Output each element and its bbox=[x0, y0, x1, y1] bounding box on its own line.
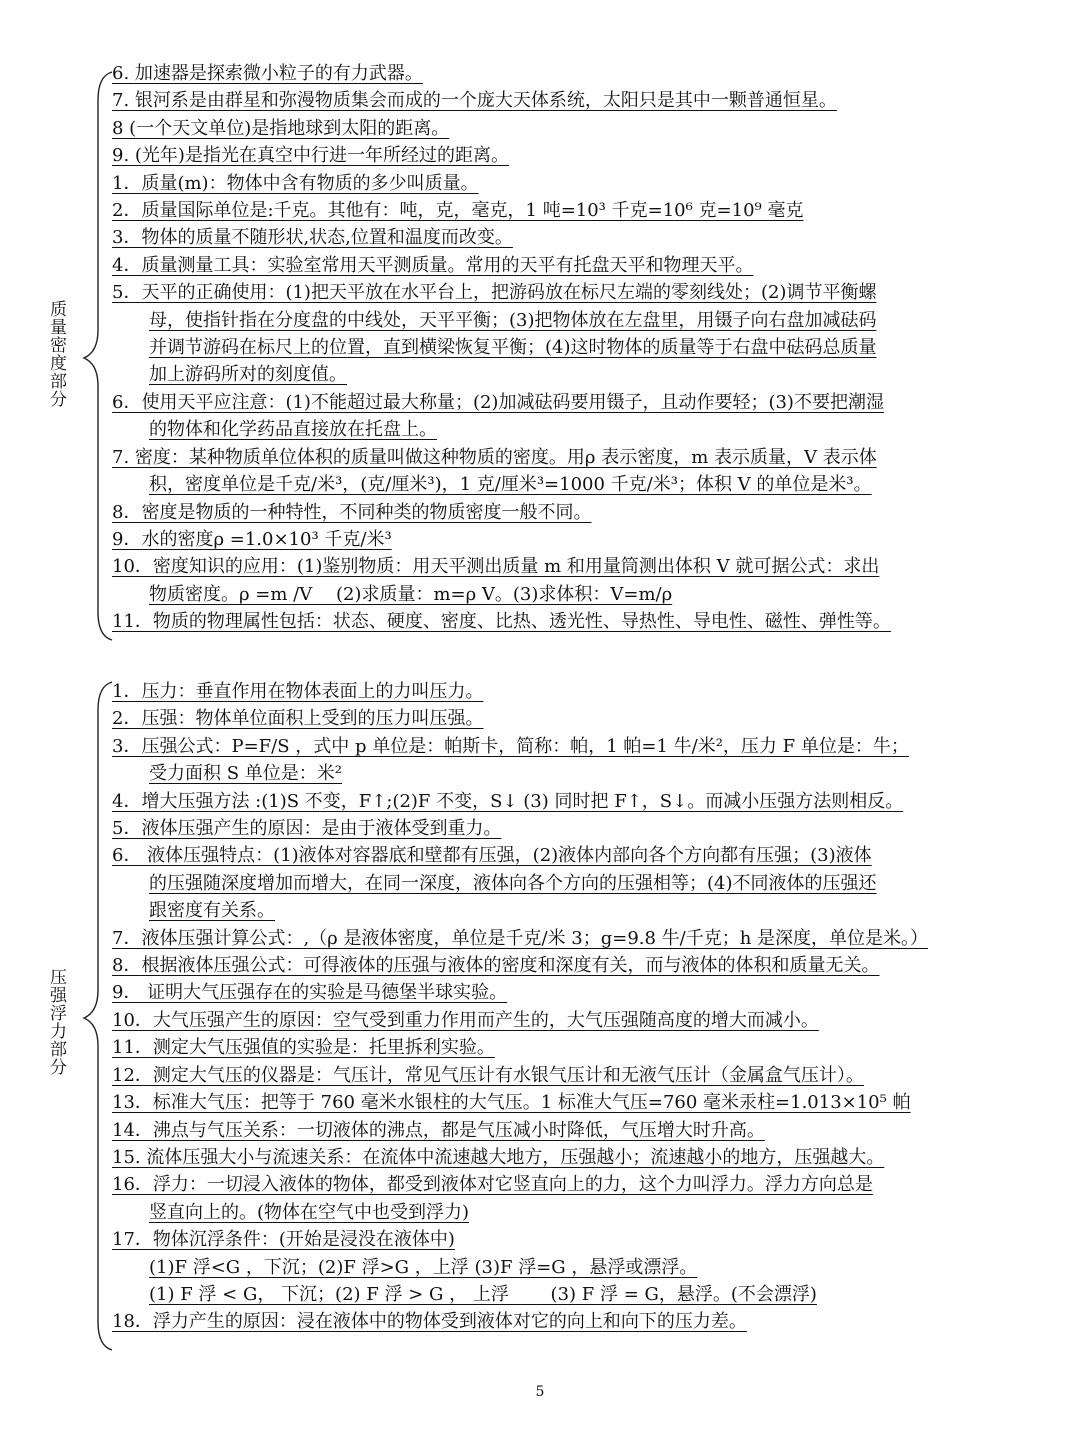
list-item: 14．沸点与气压关系：一切液体的沸点，都是气压减小时降低，气压增大时升高。 bbox=[112, 1119, 765, 1141]
list-item: 15. 流体压强大小与流速关系：在流体中流速越大地方，压强越小；流速越小的地方，压强越大。 bbox=[112, 1146, 885, 1168]
list-item: 12．测定大气压的仪器是：气压计，常见气压计有水银气压计和无液气压计（金属盒气压计）。 bbox=[112, 1064, 864, 1086]
list-item: 9．水的密度ρ =1.0×10³ 千克/米³ bbox=[112, 528, 392, 550]
list-item: 11．测定大气压强值的实验是：托里拆利实验。 bbox=[112, 1037, 495, 1059]
list-item: 3．压强公式：P=F/S ，式中 p 单位是：帕斯卡，简称：帕，1 帕=1 牛/米²，压力 F 单位是：牛； bbox=[112, 735, 909, 757]
list-item: 7. 密度：某种物质单位体积的质量叫做这种物质的密度。用ρ 表示密度，m 表示质量，V 表示体 bbox=[112, 446, 877, 468]
list-item: 5．液体压强产生的原因：是由于液体受到重力。 bbox=[112, 818, 502, 840]
list-item: 10．大气压强产生的原因：空气受到重力作用而产生的，大气压强随高度的增大而减小。 bbox=[112, 1009, 819, 1031]
list-item: 4．质量测量工具：实验室常用天平测质量。常用的天平有托盘天平和物理天平。 bbox=[112, 254, 754, 276]
page-number: 5 bbox=[535, 1384, 545, 1400]
section2-brace bbox=[84, 682, 112, 1350]
list-item-continuation: 母，使指针指在分度盘的中线处，天平平衡；(3)把物体放在左盘里，用镊子向右盘加减砝码 bbox=[149, 309, 877, 331]
list-item: 6． 液体压强特点：(1)液体对容器底和壁都有压强，(2)液体内部向各个方向都有压强；(3)液体 bbox=[112, 845, 872, 867]
list-item: 1．压力：垂直作用在物体表面上的力叫压力。 bbox=[112, 681, 484, 702]
list-item-continuation: 竖直向上的。(物体在空气中也受到浮力) bbox=[149, 1201, 470, 1223]
list-item: 10．密度知识的应用：(1)鉴别物质：用天平测出质量 m 和用量筒测出体积 V 就可据公式：求出 bbox=[112, 556, 880, 578]
section-label-pressure-buoyancy: 压强浮力部分 bbox=[46, 968, 66, 1076]
list-item: 5．天平的正确使用：(1)把天平放在水平台上，把游码放在标尺左端的零刻线处；(2)调节平衡螺 bbox=[112, 282, 877, 304]
list-item-continuation: (1) F 浮 < G， 下沉；(2) F 浮 > G ， 上浮 (3) F 浮 = G，悬浮。(不会漂浮) bbox=[149, 1283, 817, 1305]
list-item: 8 (一个天文单位)是指地球到太阳的距离。 bbox=[112, 117, 450, 139]
list-item: 16．浮力：一切浸入液体的物体，都受到液体对它竖直向上的力，这个力叫浮力。浮力方向总是 bbox=[112, 1174, 873, 1196]
list-item: 2．质量国际单位是:千克。其他有：吨，克，毫克，1 吨=10³ 千克=10⁶ 克=10⁹ 毫克 bbox=[112, 200, 804, 222]
list-item: 9． 证明大气压强存在的实验是马德堡半球实验。 bbox=[112, 982, 508, 1004]
list-item: 17．物体沉浮条件：(开始是浸没在液体中) bbox=[112, 1229, 455, 1251]
list-item: 8．密度是物质的一种特性，不同种类的物质密度一般不同。 bbox=[112, 501, 592, 523]
list-item-continuation: 跟密度有关系。 bbox=[149, 900, 275, 922]
section1-brace bbox=[84, 72, 112, 640]
list-item-continuation: 的压强随深度增加而增大，在同一深度，液体向各个方向的压强相等；(4)不同液体的压强还 bbox=[149, 872, 877, 894]
list-item: 18．浮力产生的原因：浸在液体中的物体受到液体对它的向上和向下的压力差。 bbox=[112, 1311, 747, 1333]
list-item: 3．物体的质量不随形状,状态,位置和温度而改变。 bbox=[112, 227, 513, 249]
list-item-continuation: 受力面积 S 单位是：米² bbox=[149, 763, 342, 785]
section-label-mass-density: 质量密度部分 bbox=[46, 300, 66, 408]
list-item: 8．根据液体压强公式：可得液体的压强与液体的密度和深度有关，而与液体的体积和质量无关。 bbox=[112, 955, 880, 977]
list-item: 11．物质的物理属性包括：状态、硬度、密度、比热、透光性、导热性、导电性、磁性、弹性等。 bbox=[112, 611, 891, 633]
list-item-continuation: 并调节游码在标尺上的位置，直到横梁恢复平衡；(4)这时物体的质量等于右盘中砝码总质量 bbox=[149, 337, 877, 359]
pressure-buoyancy-section bbox=[112, 678, 1042, 1336]
list-item: 4．增大压强方法 :(1)S 不变，F↑;(2)F 不变，S↓ (3) 同时把 F↑，S↓。而减小压强方法则相反。 bbox=[112, 790, 904, 812]
list-item-continuation: 积，密度单位是千克/米³，(克/厘米³)，1 克/厘米³=1000 千克/米³；体积 V 的单位是米³。 bbox=[149, 474, 872, 496]
list-item: 2．压强：物体单位面积上受到的压力叫压强。 bbox=[112, 708, 484, 730]
list-item: 9. (光年)是指光在真空中行进一年所经过的距离。 bbox=[112, 145, 509, 167]
list-item: 1．质量(m)：物体中含有物质的多少叫质量。 bbox=[112, 172, 479, 194]
list-item-continuation: 的物体和化学药品直接放在托盘上。 bbox=[149, 419, 437, 441]
list-item: 6．使用天平应注意：(1)不能超过最大称量；(2)加减砝码要用镊子，且动作要轻；(3)不要把潮湿 bbox=[112, 391, 884, 413]
list-item: 13．标准大气压：把等于 760 毫米水银柱的大气压。1 标准大气压=760 毫米汞柱=1.013×10⁵ 帕 bbox=[112, 1092, 911, 1114]
list-item-continuation: 物质密度。ρ =m /V (2)求质量：m=ρ V。(3)求体积：V=m/ρ bbox=[149, 583, 673, 605]
list-item-continuation: 加上游码所对的刻度值。 bbox=[149, 364, 347, 386]
list-item: 7. 银河系是由群星和弥漫物质集会而成的一个庞大天体系统，太阳只是其中一颗普通恒星。 bbox=[112, 90, 837, 112]
list-item: 7．液体压强计算公式：,（ρ 是液体密度，单位是千克/米 3；g=9.8 牛/千克；h 是深度，单位是米。） bbox=[112, 927, 929, 949]
list-item: 6. 加速器是探索微小粒子的有力武器。 bbox=[112, 63, 423, 84]
list-item-continuation: (1)F 浮<G ，下沉；(2)F 浮>G ，上浮 (3)F 浮=G ，悬浮或漂浮。 bbox=[149, 1256, 698, 1278]
mass-density-section bbox=[112, 60, 1042, 636]
